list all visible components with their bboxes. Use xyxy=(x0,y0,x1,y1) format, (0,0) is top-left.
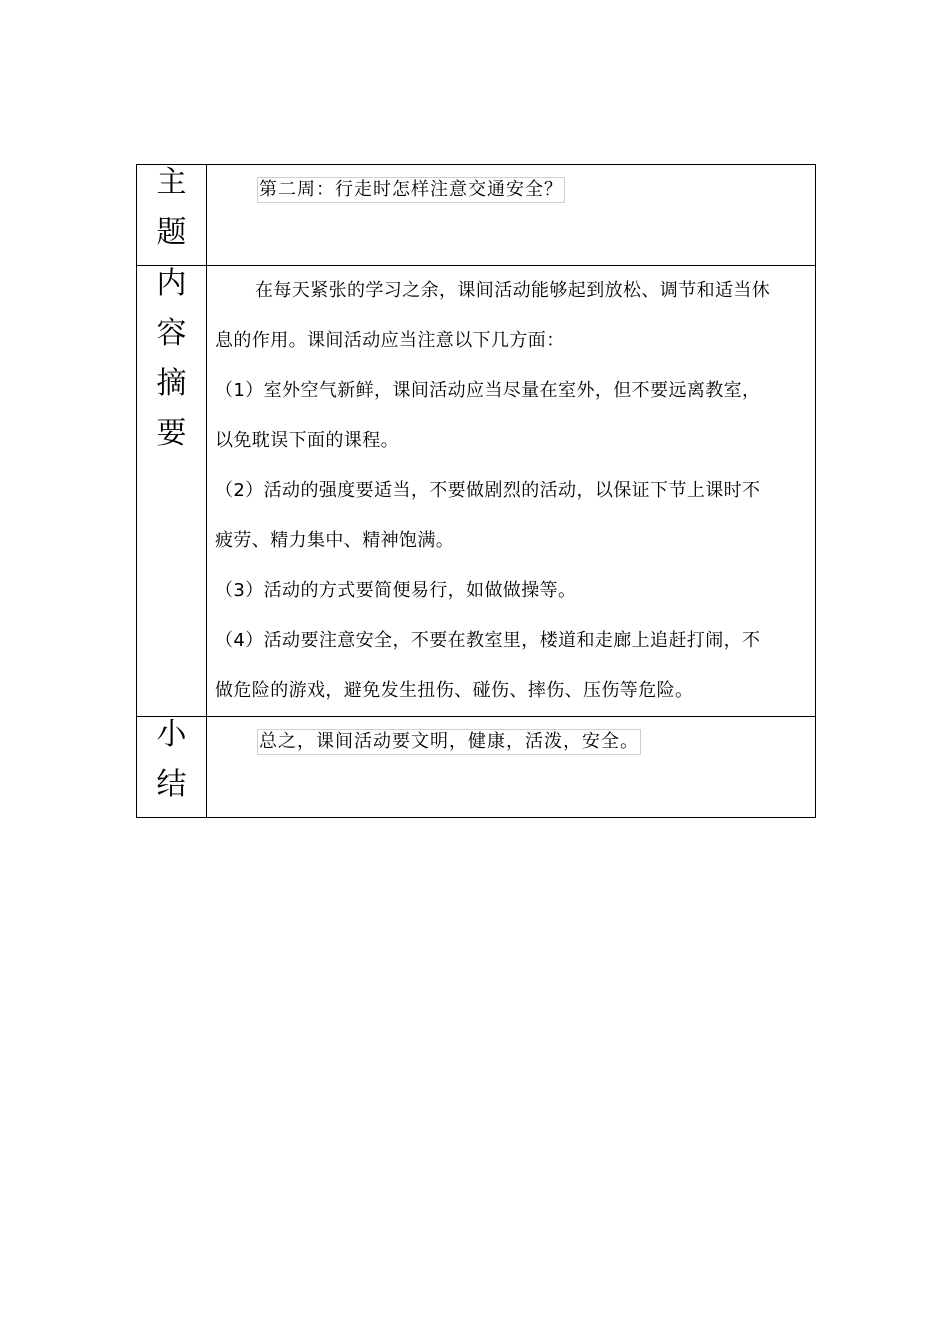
summary-body xyxy=(207,266,815,716)
summary-item-line: （1）室外空气新鲜，课间活动应当尽量在室外，但不要远离教室， xyxy=(215,380,761,401)
summary-intro-line: 在每天紧张的学习之余，课间活动能够起到放松、调节和适当休 xyxy=(255,280,771,301)
summary-item-line: （2）活动的强度要适当，不要做剧烈的活动，以保证下节上课时不 xyxy=(215,480,761,501)
summary-item-line: 做危险的游戏，避免发生扭伤、碰伤、摔伤、压伤等危险。 xyxy=(215,680,694,701)
topic-label-cell xyxy=(137,165,207,266)
lesson-table xyxy=(136,164,816,818)
conclusion-label-char: 小 xyxy=(156,717,187,752)
summary-label-char: 内 xyxy=(156,266,187,301)
topic-label-char: 主 xyxy=(156,165,187,200)
summary-row xyxy=(137,266,816,717)
topic-content-cell xyxy=(207,165,816,266)
summary-label-char: 容 xyxy=(156,316,187,351)
summary-content-cell xyxy=(207,266,816,717)
conclusion-row xyxy=(137,717,816,818)
conclusion-label-char: 结 xyxy=(156,767,187,802)
summary-label-char: 要 xyxy=(156,416,187,451)
summary-item-line: （3）活动的方式要简便易行，如做做操等。 xyxy=(215,580,577,601)
conclusion-text: 总之，课间活动要文明，健康，活泼，安全。 xyxy=(257,729,641,755)
summary-item-line: 以免耽误下面的课程。 xyxy=(215,430,399,451)
topic-row xyxy=(137,165,816,266)
summary-item-line: 疲劳、精力集中、精神饱满。 xyxy=(215,530,455,551)
conclusion-content-cell xyxy=(207,717,816,818)
topic-text: 第二周：行走时怎样注意交通安全？ xyxy=(257,177,565,203)
summary-intro-line: 息的作用。课间活动应当注意以下几方面： xyxy=(215,330,565,351)
conclusion-label-cell xyxy=(137,717,207,818)
summary-item-line: （4）活动要注意安全，不要在教室里，楼道和走廊上追赶打闹，不 xyxy=(215,630,761,651)
summary-label-char: 摘 xyxy=(156,366,187,401)
topic-label-char: 题 xyxy=(156,215,187,250)
summary-label-cell xyxy=(137,266,207,717)
